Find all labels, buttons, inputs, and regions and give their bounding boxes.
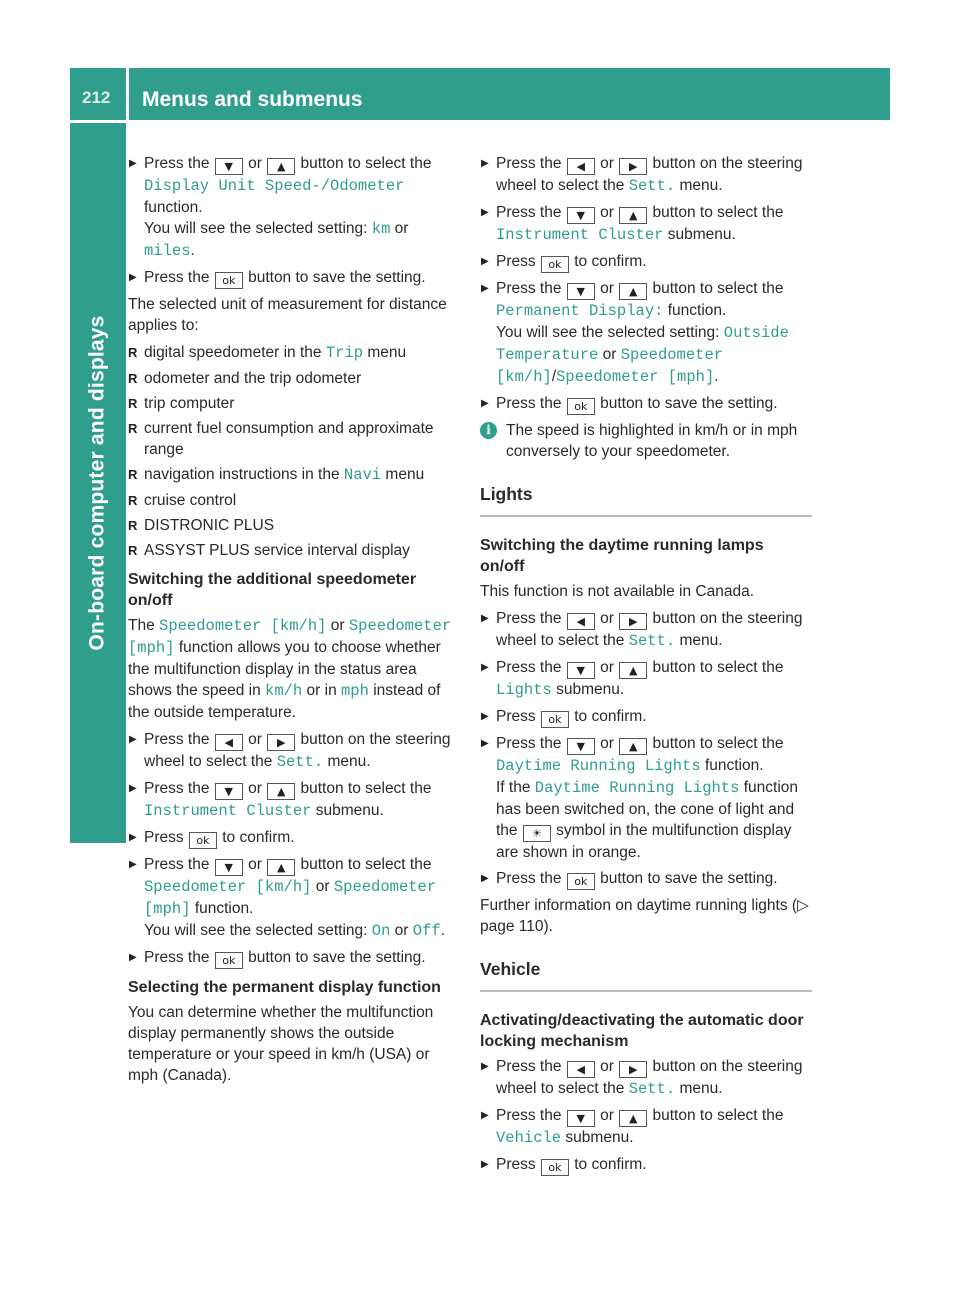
text: button to select the [296, 780, 432, 797]
up-button-icon: ▲ [619, 738, 647, 755]
text: You will see the selected setting: [144, 220, 372, 237]
left-button-icon: ◀ [567, 613, 595, 630]
text: Press the [144, 155, 214, 172]
paragraph: This function is not available in Canada. [480, 583, 754, 600]
menu-name: Speedometer [km/h] [144, 878, 312, 896]
setting-value: Speedometer [km/h] [496, 346, 724, 386]
text: Press the [144, 731, 214, 748]
text: Press the [496, 280, 566, 297]
down-button-icon: ▼ [215, 859, 243, 876]
page-number: 212 [82, 88, 111, 107]
ok-button-icon: ok [541, 256, 569, 273]
up-button-icon: ▲ [267, 859, 295, 876]
text: navigation instructions in the [144, 466, 344, 483]
text: . [714, 368, 719, 385]
menu-name: Permanent Display: [496, 302, 664, 320]
section-heading: Vehicle [480, 943, 812, 992]
header-divider [126, 68, 129, 120]
text: button to select the [648, 659, 784, 676]
step [480, 202, 812, 246]
step [480, 657, 812, 701]
text: Press the [496, 1058, 566, 1075]
text: button on the steering wheel to select the [496, 1058, 803, 1097]
setting-value: mph [341, 682, 369, 700]
text: function allows you to choose whether the multifunction display in the status area shows the speed in [128, 639, 441, 699]
step [480, 608, 812, 652]
setting-value: km [371, 220, 391, 238]
text: The speed is highlighted in km/h or in mph conversely to your speedometer. [506, 422, 798, 460]
side-tab-label-wrap [70, 123, 126, 843]
menu-name: Lights [496, 681, 552, 699]
text: Press the [144, 856, 214, 873]
list-item: R cruise control [128, 490, 460, 511]
text: button on the steering wheel to select the [496, 155, 803, 194]
text: Press the [144, 780, 214, 797]
text: symbol in the multifunction display are shown in orange. [496, 822, 792, 861]
right-button-icon: ▶ [619, 158, 647, 175]
text: or [595, 1058, 619, 1075]
info-icon: i [480, 422, 497, 439]
text: button to select the [648, 1107, 784, 1124]
setting-value: km/h [265, 682, 303, 700]
section-heading: Lights [480, 468, 812, 517]
left-button-icon: ◀ [567, 158, 595, 175]
subheading: Activating/deactivating the automatic door locking mechanism [480, 1012, 804, 1050]
menu-name: Vehicle [496, 1129, 562, 1147]
text: function. [663, 302, 727, 319]
text: or [595, 659, 619, 676]
text: to confirm. [569, 1156, 647, 1173]
text: submenu. [551, 681, 625, 698]
left-column [128, 153, 460, 1092]
paragraph: The selected unit of measurement for distance applies to: [128, 296, 447, 334]
text: Press [496, 253, 540, 270]
text: Press the [496, 735, 566, 752]
step [480, 1154, 812, 1176]
text: button to select the [648, 204, 784, 221]
text: menu. [323, 753, 371, 770]
step [480, 251, 812, 273]
step [480, 153, 812, 197]
setting-value: Outside Temperature [496, 324, 789, 364]
text: button to select the [648, 735, 784, 752]
setting-value: miles [144, 242, 191, 260]
up-button-icon: ▲ [619, 1110, 647, 1127]
paragraph: Further information on daytime running lights (▷ page 110). [480, 897, 809, 935]
step [480, 1105, 812, 1149]
text: button to save the setting. [595, 870, 778, 887]
text: submenu. [663, 226, 736, 243]
daytime-light-symbol-icon: ☀ [523, 825, 551, 842]
up-button-icon: ▲ [267, 783, 295, 800]
text: button to save the setting. [595, 395, 778, 412]
list-item [128, 342, 460, 364]
text: or [390, 220, 409, 237]
step [480, 868, 812, 890]
step [128, 827, 460, 849]
text: function. [144, 199, 203, 216]
step [128, 854, 460, 942]
paragraph: You can determine whether the multifunction display permanently shows the outside temperature or your speed in km/h (USA) or mph (Canada). [128, 1004, 434, 1084]
text: Press the [496, 659, 566, 676]
text: or [595, 735, 619, 752]
text: submenu. [561, 1129, 634, 1146]
step [128, 778, 460, 822]
text: Press the [144, 269, 214, 286]
text: . [190, 242, 195, 259]
text: You will see the selected setting: [496, 324, 724, 341]
text: or [243, 856, 267, 873]
menu-name: Speedometer [km/h] [159, 617, 327, 635]
ok-button-icon: ok [567, 398, 595, 415]
text: or [598, 346, 621, 363]
list-item: R current fuel consumption and approximate range [128, 418, 460, 460]
step [480, 278, 812, 388]
text: or [595, 610, 619, 627]
step [480, 1056, 812, 1100]
text: Press the [496, 204, 566, 221]
text: or [595, 204, 619, 221]
text: button to save the setting. [243, 269, 426, 286]
setting-value: Speedometer [mph] [556, 368, 715, 386]
menu-name: Navi [343, 466, 382, 484]
text: or [326, 617, 349, 634]
left-button-icon: ◀ [567, 1061, 595, 1078]
setting-value: On [371, 922, 391, 940]
right-button-icon: ▶ [619, 1061, 647, 1078]
menu-name: Speedometer [mph] [144, 878, 437, 918]
text: Press the [496, 395, 566, 412]
down-button-icon: ▼ [567, 283, 595, 300]
down-button-icon: ▼ [567, 207, 595, 224]
menu-name: Sett. [628, 1080, 676, 1098]
text: menu [381, 466, 425, 483]
text: button on the steering wheel to select the [144, 731, 451, 770]
text: function. [700, 757, 764, 774]
menu-name: Instrument Cluster [144, 802, 312, 820]
text: or [243, 780, 267, 797]
step [128, 153, 460, 262]
text: The [128, 617, 160, 634]
step [480, 733, 812, 863]
menu-name: Daytime Running Lights [496, 757, 701, 775]
text: Press the [496, 610, 566, 627]
menu-name: Trip [325, 344, 364, 362]
side-tab-label: On-board computer and displays [86, 315, 109, 651]
text: to confirm. [569, 708, 647, 725]
ok-button-icon: ok [541, 711, 569, 728]
text: or [243, 731, 267, 748]
step [128, 947, 460, 969]
up-button-icon: ▲ [619, 662, 647, 679]
paragraph [128, 615, 460, 723]
subheading: Switching the additional speedometer on/off [128, 571, 417, 609]
text: button to save the setting. [243, 949, 426, 966]
text: function has been switched on, the cone of light and the [496, 779, 799, 839]
text: to confirm. [217, 829, 295, 846]
right-button-icon: ▶ [619, 613, 647, 630]
text: . [440, 922, 445, 939]
text: button to select the [296, 155, 432, 172]
text: Press [496, 708, 540, 725]
down-button-icon: ▼ [215, 783, 243, 800]
menu-name: Daytime Running Lights [534, 779, 740, 797]
text: Press the [496, 870, 566, 887]
list-item [128, 464, 460, 486]
text: Press the [144, 949, 214, 966]
ok-button-icon: ok [189, 832, 217, 849]
text: Press the [496, 155, 566, 172]
text: or [243, 155, 267, 172]
menu-name: Speedometer [mph] [128, 617, 452, 657]
step [480, 393, 812, 415]
up-button-icon: ▲ [619, 283, 647, 300]
up-button-icon: ▲ [267, 158, 295, 175]
step [480, 706, 812, 728]
subheading: Switching the daytime running lamps on/off [480, 537, 764, 575]
setting-value: Off [412, 922, 441, 940]
list-item: R ASSYST PLUS service interval display [128, 540, 460, 561]
info-note [480, 420, 812, 462]
step [128, 729, 460, 773]
text: or in [302, 682, 341, 699]
text: Press [144, 829, 188, 846]
text: Press the [496, 1107, 566, 1124]
down-button-icon: ▼ [567, 738, 595, 755]
up-button-icon: ▲ [619, 207, 647, 224]
text: or [595, 280, 619, 297]
text: or [311, 878, 334, 895]
text: button to select the [296, 856, 432, 873]
left-button-icon: ◀ [215, 734, 243, 751]
text: or [595, 1107, 619, 1124]
down-button-icon: ▼ [567, 1110, 595, 1127]
text: to confirm. [569, 253, 647, 270]
menu-name: Display Unit Speed-/Odometer [144, 177, 405, 195]
down-button-icon: ▼ [567, 662, 595, 679]
text: button on the steering wheel to select the [496, 610, 803, 649]
text: submenu. [311, 802, 384, 819]
text: digital speedometer in the [144, 344, 326, 361]
menu-name: Sett. [628, 177, 676, 195]
text: instead of the outside temperature. [128, 682, 441, 721]
text: menu. [675, 1080, 723, 1097]
list-item: R trip computer [128, 393, 460, 414]
text: You will see the selected setting: [144, 922, 372, 939]
text: menu. [675, 177, 723, 194]
page-title: Menus and submenus [142, 88, 363, 111]
text: menu. [675, 632, 723, 649]
ok-button-icon: ok [215, 952, 243, 969]
subheading: Selecting the permanent display function [128, 979, 441, 996]
ok-button-icon: ok [215, 272, 243, 289]
right-column [480, 153, 812, 1181]
list-item: R DISTRONIC PLUS [128, 515, 460, 536]
menu-name: Sett. [628, 632, 676, 650]
text: Press [496, 1156, 540, 1173]
text: menu [363, 344, 407, 361]
text: or [390, 922, 413, 939]
menu-name: Instrument Cluster [496, 226, 664, 244]
text: function. [190, 900, 254, 917]
text: / [551, 368, 557, 385]
menu-name: Sett. [276, 753, 324, 771]
step [128, 267, 460, 289]
text: button to select the [648, 280, 784, 297]
list-item: R odometer and the trip odometer [128, 368, 460, 389]
ok-button-icon: ok [567, 873, 595, 890]
text: If the [496, 779, 535, 796]
text: or [595, 155, 619, 172]
ok-button-icon: ok [541, 1159, 569, 1176]
right-button-icon: ▶ [267, 734, 295, 751]
down-button-icon: ▼ [215, 158, 243, 175]
